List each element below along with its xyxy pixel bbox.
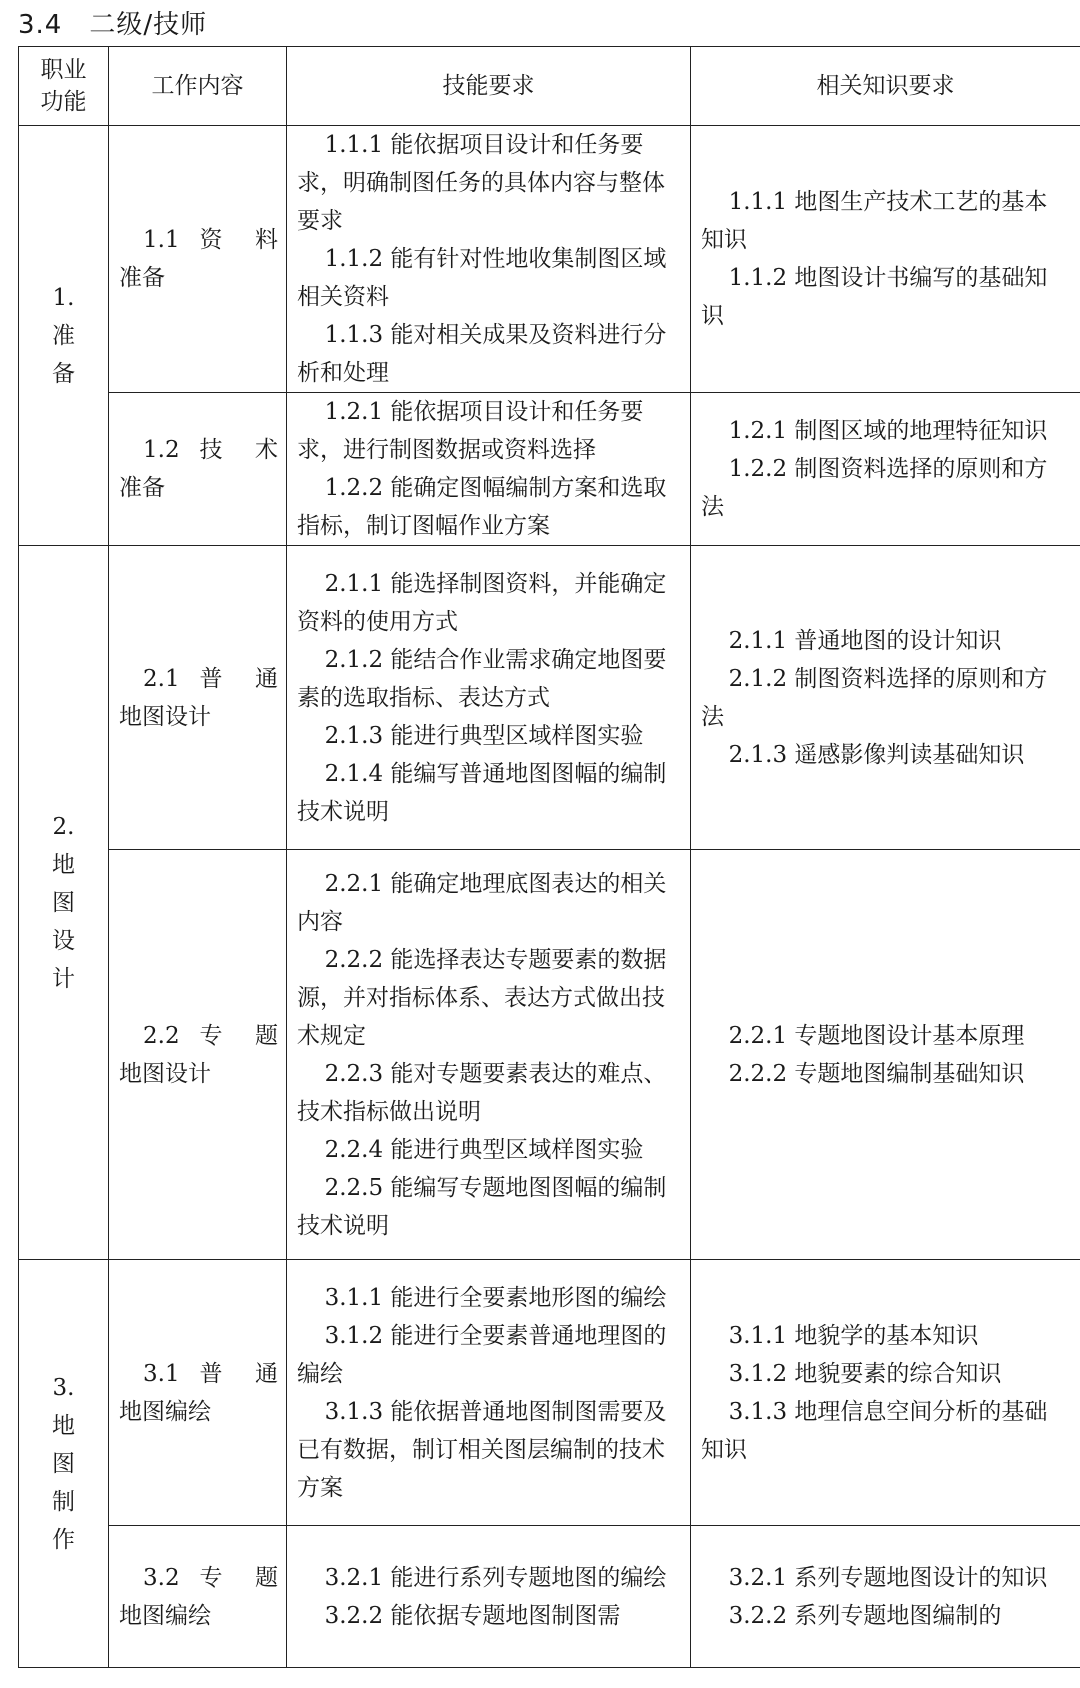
knowledge-cell: 1.2.1 制图区域的地理特征知识 1.2.2 制图资料选择的原则和方法 <box>691 393 1080 546</box>
function-cell-2: 2. 地 图 设 计 <box>19 546 109 1260</box>
table-row <box>19 393 1080 546</box>
table-header-row <box>19 47 1080 126</box>
knowledge-cell: 2.1.1 普通地图的设计知识 2.1.2 制图资料选择的原则和方法 2.1.3 遥感影像判读基础知识 <box>691 546 1080 850</box>
header-content: 工作内容 <box>109 47 287 126</box>
header-function: 职业 功能 <box>19 47 109 126</box>
knowledge-cell: 1.1.1 地图生产技术工艺的基本知识 1.1.2 地图设计书编写的基础知识 <box>691 126 1080 393</box>
table-row <box>19 126 1080 393</box>
content-cell: 1.1 资 料 准备 <box>109 126 287 393</box>
skills-cell: 2.2.1 能确定地理底图表达的相关内容 2.2.2 能选择表达专题要素的数据源，并对指标体系、表达方式做出技术规定 2.2.3 能对专题要素表达的难点、技术指标做出说明 2.2.4 能进行典型区域样图实验 2.2.5 能编写专题地图图幅的编制技术说明 <box>287 850 691 1260</box>
knowledge-cell: 3.2.1 系列专题地图设计的知识 3.2.2 系列专题地图编制的 <box>691 1526 1080 1668</box>
table-row <box>19 546 1080 850</box>
table-row <box>19 1260 1080 1526</box>
knowledge-cell: 3.1.1 地貌学的基本知识 3.1.2 地貌要素的综合知识 3.1.3 地理信息空间分析的基础知识 <box>691 1260 1080 1526</box>
section-heading: 3.4 二级/技师 <box>18 10 208 40</box>
content-cell: 3.1 普 通 地图编绘 <box>109 1260 287 1526</box>
function-cell-3: 3. 地 图 制 作 <box>19 1260 109 1668</box>
skills-cell: 1.2.1 能依据项目设计和任务要求，进行制图数据或资料选择 1.2.2 能确定图幅编制方案和选取指标，制订图幅作业方案 <box>287 393 691 546</box>
header-knowledge: 相关知识要求 <box>691 47 1080 126</box>
skills-table <box>18 46 1080 1668</box>
function-cell-1: 1. 准 备 <box>19 126 109 546</box>
header-skills: 技能要求 <box>287 47 691 126</box>
skills-cell: 3.2.1 能进行系列专题地图的编绘 3.2.2 能依据专题地图制图需 <box>287 1526 691 1668</box>
content-cell: 2.1 普 通 地图设计 <box>109 546 287 850</box>
skills-cell: 2.1.1 能选择制图资料，并能确定资料的使用方式 2.1.2 能结合作业需求确定地图要素的选取指标、表达方式 2.1.3 能进行典型区域样图实验 2.1.4 能编写普通地图图幅的编制技术说明 <box>287 546 691 850</box>
skills-cell: 1.1.1 能依据项目设计和任务要求，明确制图任务的具体内容与整体要求 1.1.2 能有针对性地收集制图区域相关资料 1.1.3 能对相关成果及资料进行分析和处理 <box>287 126 691 393</box>
content-cell: 1.2 技 术 准备 <box>109 393 287 546</box>
content-cell: 3.2 专 题 地图编绘 <box>109 1526 287 1668</box>
table-row <box>19 850 1080 1260</box>
skills-cell: 3.1.1 能进行全要素地形图的编绘 3.1.2 能进行全要素普通地理图的编绘 3.1.3 能依据普通地图制图需要及已有数据，制订相关图层编制的技术方案 <box>287 1260 691 1526</box>
table-row <box>19 1526 1080 1668</box>
knowledge-cell: 2.2.1 专题地图设计基本原理 2.2.2 专题地图编制基础知识 <box>691 850 1080 1260</box>
content-cell: 2.2 专 题 地图设计 <box>109 850 287 1260</box>
